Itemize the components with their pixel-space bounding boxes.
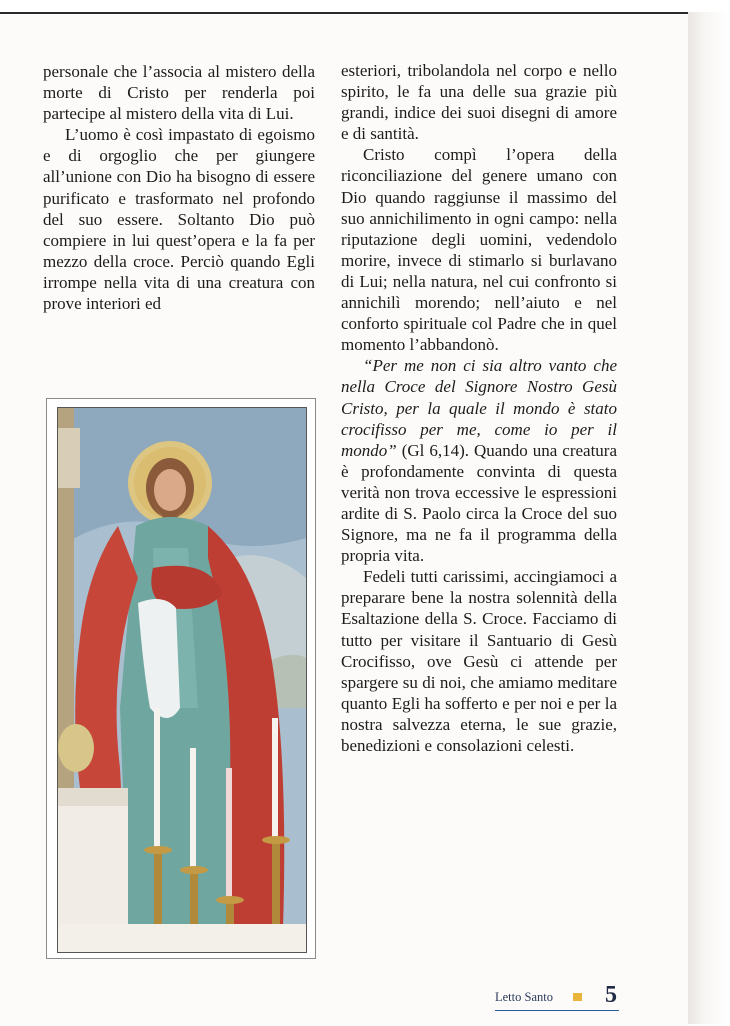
left-paragraph-1: personale che l’associa al mistero della morte di Cristo per renderla poi partecipe al mistero della vita di Lui. [43,62,315,124]
scripture-quote-continuation: (Gl 6,14). Quando una creatura è profondamente convinta di questa verità non trova eccessive le espressioni ardite di S. Paolo circa la Croce del suo Signore, ma ne fa il programma della propria vita. [341,440,617,566]
scripture-quote: “Per me non ci sia altro vanto che nella Croce del Signore Nostro Gesù Cristo, per la quale il mondo è stato crocifisso per me, come io per il mondo” [341,356,617,460]
saint-painting [57,407,307,953]
right-paragraph-3 [341,355,617,566]
left-text-column [43,61,315,314]
left-paragraph-2: L’uomo è così impastato di egoismo e di orgoglio che per giungere all’unione con Dio ha bisogno di essere purificato e trasformato nel profondo del suo essere. Soltanto Dio può compiere in lui quest’opera e la fa per mezzo della croce. Perciò quando Egli irrompe nella vita di una creatura con prove interiori ed [43,125,315,314]
footer-square-icon [573,993,582,1001]
saint-painting-figure [46,398,316,959]
right-paragraph-2: Cristo compì l’opera della riconciliazione del genere umano con Dio quando raggiunse il massimo del suo annichilimento in ogni campo: nella riputazione degli uomini, vedendolo morire, invece di stimarlo si burlavano di Lui; nella natura, nel cui confronto si annichilì morendo; nell’aiuto e nel conforto spirituale col Padre che in quel momento l’abbandonò. [341,145,617,355]
right-text-column [341,60,617,756]
right-paragraph-1: esteriori, tribolandola nel corpo e nello spirito, le fa una delle sua grazie più grandi, indice dei suoi disegni di amore e di santità. [341,61,617,144]
saint-painting-illustration [58,408,306,952]
right-paragraph-4: Fedeli tutti carissimi, accingiamoci a preparare bene la nostra solennità della Esaltazione della S. Croce. Facciamo di tutto per visitare il Santuario di Gesù Crocifisso, ove Gesù ci attende per spargere su di noi, che amiamo meditare quanto Egli ha sofferto e per noi e per la nostra salvezza eterna, le sue grazie, benedizioni e consolazioni celesti. [341,567,617,755]
page-number: 5 [605,982,617,1008]
page-footer [495,984,619,1011]
footer-publication-label: Letto Santo [495,990,553,1004]
page-edge [688,12,730,1024]
